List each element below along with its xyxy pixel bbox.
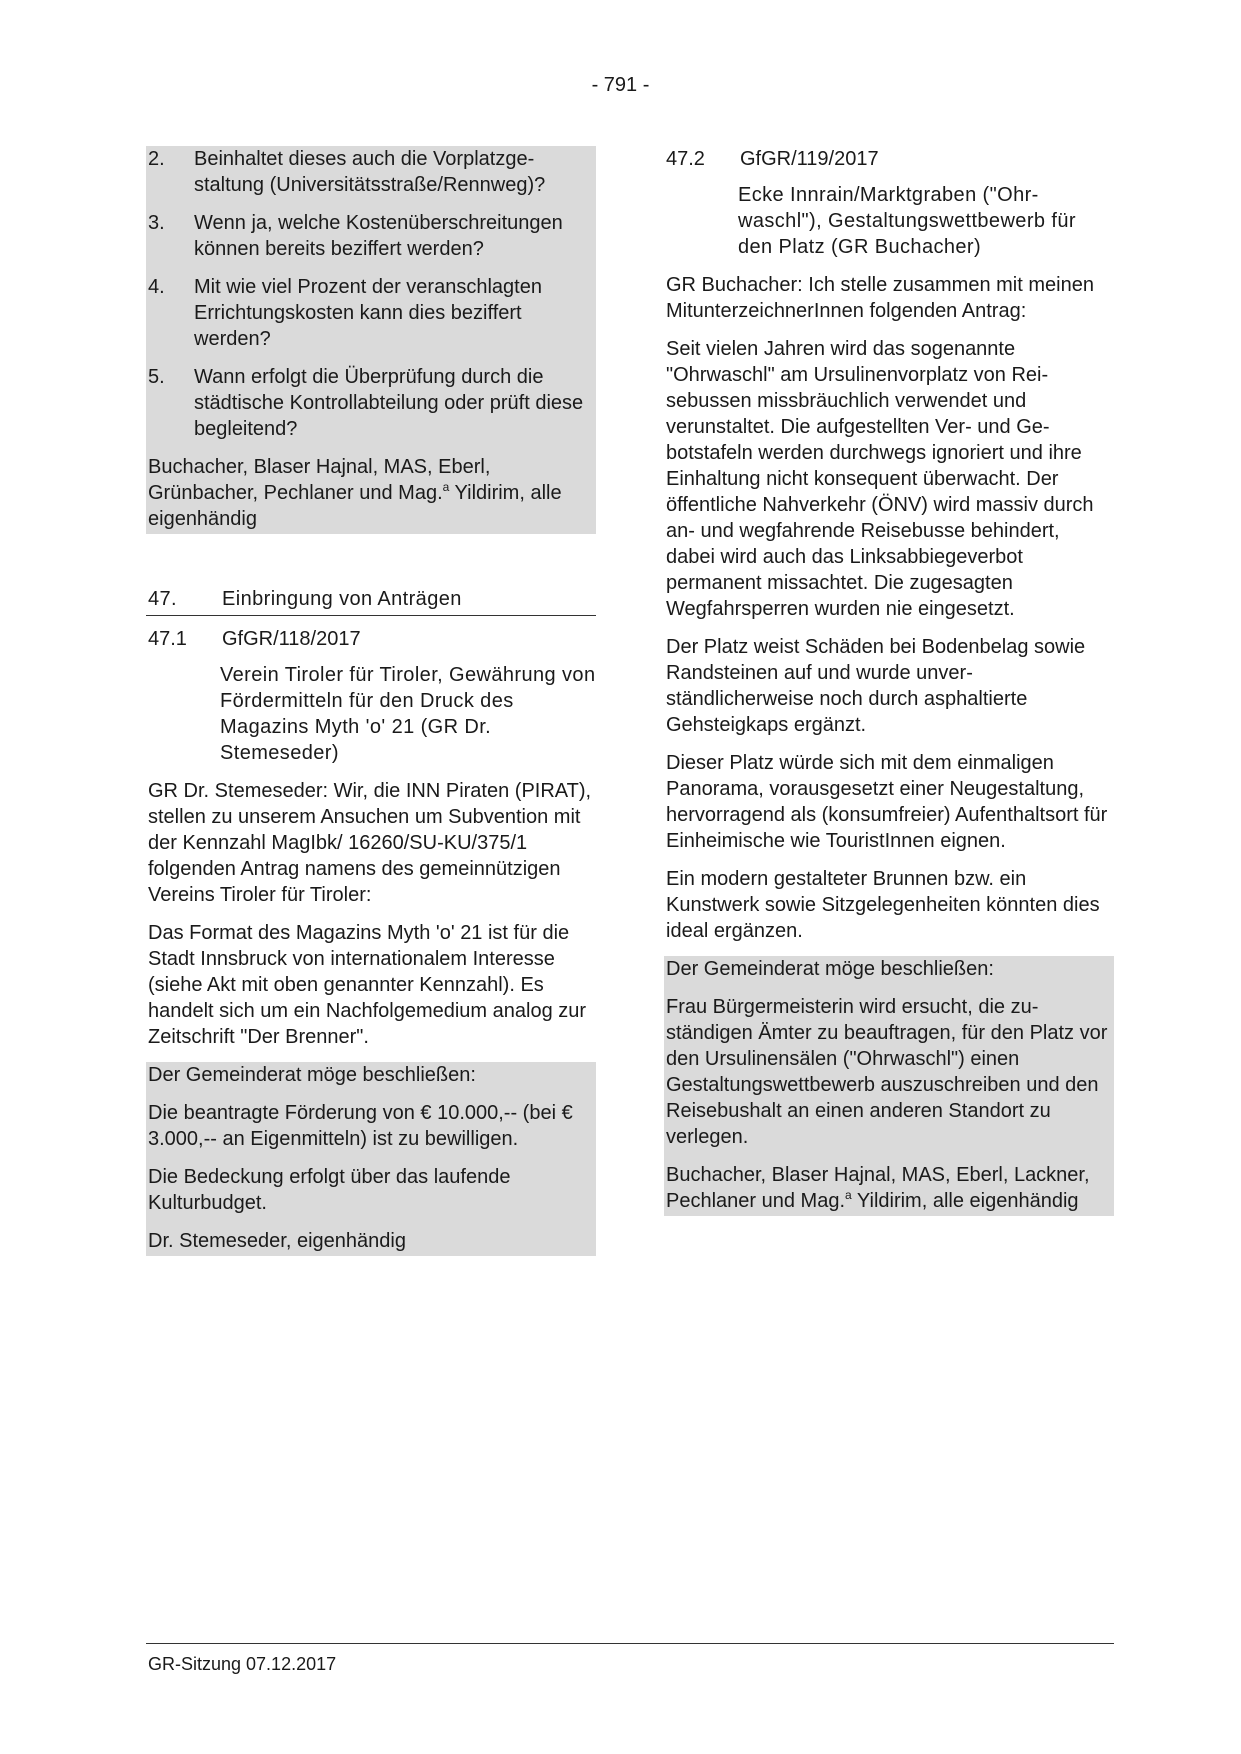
left-column	[146, 146, 596, 1256]
questions-block	[146, 146, 596, 534]
question-text: Beinhaltet dieses auch die Vorplatzgestaltung (Universitätsstraße/Rennweg)?	[194, 148, 546, 196]
footer-text: GR-Sitzung 07.12.2017	[148, 1654, 337, 1674]
paragraph: Seit vielen Jahren wird das sogenannte "Ohrwaschl" am Ursulinenvorplatz von Reisebussen missbräuchlich verwendet und verunstaltet. Die aufgestellten Ver- und Gebotstafeln werden durchwegs ignoriert und ihre Einhaltung nicht konsequent überwacht. Der öffentliche Nahverkehr (ÖNV) wird massiv durch an- und wegfahrende Reisebusse behindert, dabei wird auch das Linksabbiegeverbot permanent missachtet. Die zugesagten Wegfahrsperren wurden nie eingesetzt.	[666, 338, 1094, 620]
item-number: 47.2	[666, 148, 705, 170]
item-title: Ecke Innrain/Marktgraben ("Ohrwaschl"), Gestaltungswettbewerb für den Platz (GR Buchacher)	[738, 184, 1076, 258]
item-header	[146, 626, 596, 652]
paragraph: Der Platz weist Schäden bei Bodenbelag sowie Randsteinen auf und wurde unverständlicherweise noch durch asphaltierte Gehsteigkaps ergänzt.	[666, 636, 1086, 736]
paragraph: GR Buchacher: Ich stelle zusammen mit meinen MitunterzeichnerInnen folgenden Antrag:	[666, 274, 1094, 322]
motion-heading: Der Gemeinderat möge beschließen:	[666, 958, 994, 980]
question-item	[146, 274, 596, 364]
question-number: 4.	[148, 276, 165, 298]
item-id: GfGR/118/2017	[222, 628, 361, 650]
question-text: Wann erfolgt die Überprüfung durch die städtische Kontrollabteilung oder prüft diese begleitend?	[194, 366, 584, 440]
section-heading	[146, 586, 596, 616]
question-text: Wenn ja, welche Kostenüberschreitungen können bereits beziffert werden?	[194, 212, 563, 260]
motion-heading: Der Gemeinderat möge beschließen:	[148, 1064, 476, 1086]
motion-block	[146, 1062, 596, 1256]
question-number: 5.	[148, 366, 165, 388]
question-item	[146, 364, 596, 454]
item-header	[664, 146, 1114, 172]
question-number: 2.	[148, 148, 165, 170]
motion-text: Die Bedeckung erfolgt über das laufende Kulturbudget.	[148, 1166, 511, 1214]
signers: Buchacher, Blaser Hajnal, MAS, Eberl, Lackner, Pechlaner und Mag.$^a$ Yildirim, alle eigenhändig	[666, 1164, 1090, 1212]
question-item	[146, 210, 596, 274]
motion-text: Frau Bürgermeisterin wird ersucht, die zuständigen Ämter zu beauftragen, für den Platz vor den Ursulinensälen ("Ohrwaschl") einen Gestaltungswettbewerb auszuschreiben und den Reisebushalt an einen anderen Standort zu verlegen.	[666, 996, 1108, 1148]
paragraph: Dieser Platz würde sich mit dem einmaligen Panorama, vorausgesetzt einer Neugestaltung, hervorragend als (konsumfreier) Aufenthaltsort für Einheimische wie TouristInnen eignen.	[666, 752, 1108, 852]
item-number: 47.1	[148, 628, 187, 650]
item-title: Verein Tiroler für Tiroler, Gewährung von Fördermitteln für den Druck des Magazins Myth 'o' 21 (GR Dr. Stemeseder)	[220, 664, 596, 764]
motion-block	[664, 956, 1114, 1216]
paragraph: Ein modern gestalteter Brunnen bzw. ein Kunstwerk sowie Sitzgelegenheiten könnten dies ideal ergänzen.	[666, 868, 1100, 942]
right-column	[664, 146, 1114, 1216]
item-id: GfGR/119/2017	[740, 148, 879, 170]
paragraph: Das Format des Magazins Myth 'o' 21 ist für die Stadt Innsbruck von internationalem Interesse (siehe Akt mit oben genannter Kennzahl). Es handelt sich um ein Nachfolgemedium analog zur Zeitschrift "Der Brenner".	[148, 922, 587, 1048]
motion-text: Die beantragte Förderung von € 10.000,-- (bei € 3.000,-- an Eigenmitteln) ist zu bewilligen.	[148, 1102, 573, 1150]
section-title: Einbringung von Anträgen	[222, 588, 462, 610]
question-text: Mit wie viel Prozent der veranschlagten Errichtungskosten kann dies beziffert werden?	[194, 276, 542, 350]
footer-divider	[146, 1643, 1114, 1644]
motion-signer: Dr. Stemeseder, eigenhändig	[148, 1230, 406, 1252]
signers: Buchacher, Blaser Hajnal, MAS, Eberl, Grünbacher, Pechlaner und Mag.$^a$ Yildirim, alle eigenhändig	[148, 456, 562, 530]
question-item	[146, 146, 596, 210]
page-number: - 791 -	[591, 74, 650, 96]
question-number: 3.	[148, 212, 165, 234]
paragraph: GR Dr. Stemeseder: Wir, die INN Piraten (PIRAT), stellen zu unserem Ansuchen um Subvention mit der Kennzahl MagIbk/ 16260/SU-KU/375/1 folgenden Antrag namens des gemeinnützigen Vereins Tiroler für Tiroler:	[148, 780, 592, 906]
section-number: 47.	[148, 588, 178, 610]
